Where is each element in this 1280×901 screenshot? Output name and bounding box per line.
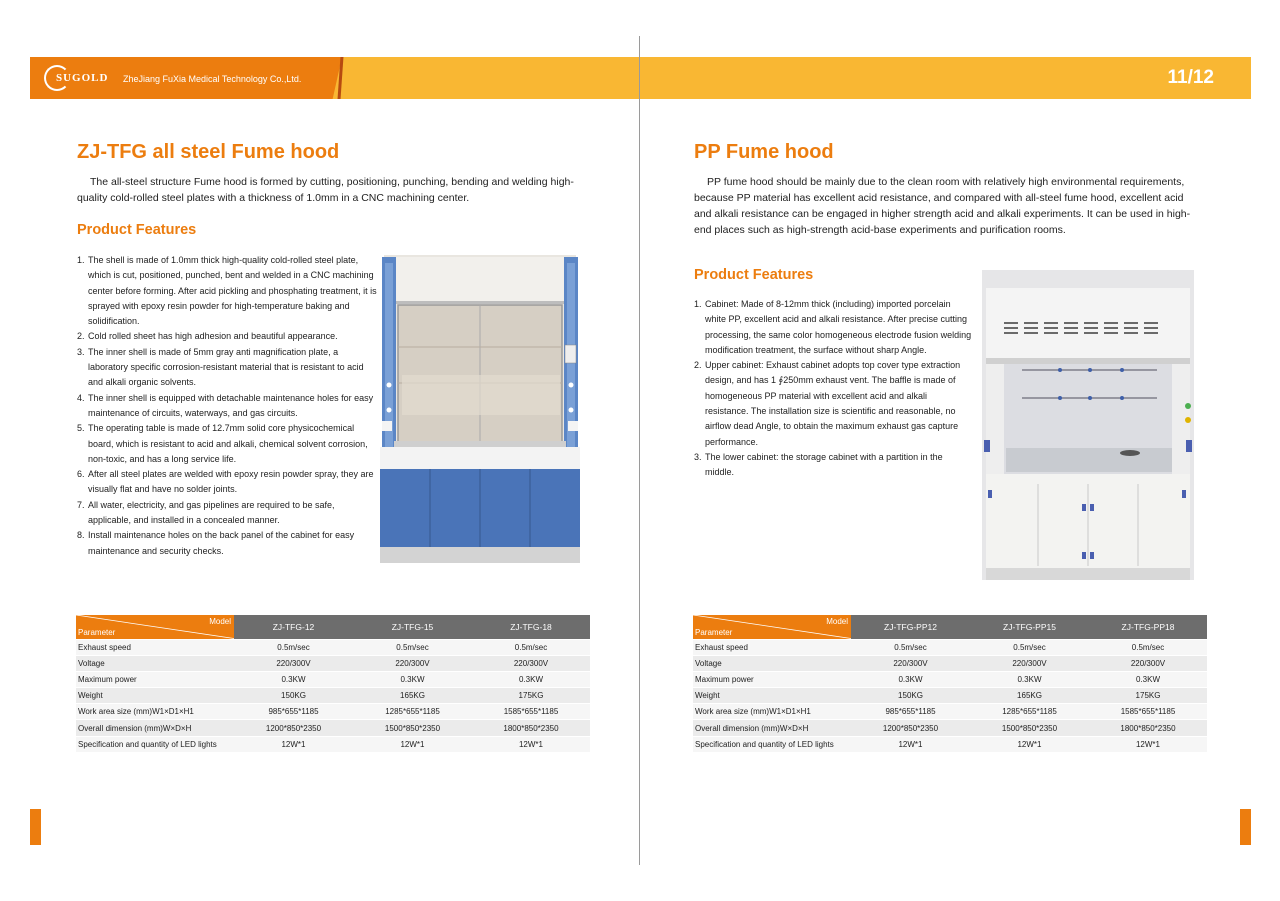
left-edge-marker xyxy=(30,809,41,845)
pp-fume-hood-photo xyxy=(982,270,1194,580)
left-intro: The all-steel structure Fume hood is formed by cutting, positioning, punching, bending and welding high-quality cold-rolled steel plates with a thickness of 1.0mm in a CNC machining center. xyxy=(77,176,574,204)
table-row: Overall dimension (mm)W×D×H 1200*850*2350 1500*850*2350 1800*850*2350 xyxy=(76,720,590,736)
left-page-title: ZJ-TFG all steel Fume hood xyxy=(77,141,340,163)
left-features-list xyxy=(77,253,377,559)
table-row: Exhaust speed 0.5m/sec 0.5m/sec 0.5m/sec xyxy=(76,639,590,655)
table-header-cell: ZJ-TFG-12 xyxy=(234,615,353,639)
logo-text: SUGOLD xyxy=(56,72,109,84)
left-spec-table xyxy=(76,615,590,753)
right-intro: PP fume hood should be mainly due to the clean room with relatively high environmental requirements, because PP material has excellent acid resistance, and compared with all-steel fume hood, excellent acid and alkali resistance can be engaged in higher strength acid and alkali experiments. It can be used in high-end places such as high-strength acid-base experiments and purification rooms. xyxy=(694,176,1191,236)
list-item: 5. The operating table is made of 12.7mm solid core physicochemical board, which is resistant to acid and alkali, chemical solvent corrosion, non-toxic, and has a long service life. xyxy=(77,423,368,464)
page-divider xyxy=(639,36,640,865)
table-header-cell: ZJ-TFG-PP18 xyxy=(1089,615,1207,639)
list-item: 2. Cold rolled sheet has high adhesion and beautiful appearance. xyxy=(77,331,338,342)
right-edge-marker xyxy=(1240,809,1251,845)
page-number: 11/12 xyxy=(1167,67,1214,88)
left-features-heading: Product Features xyxy=(77,222,197,238)
right-spec-table xyxy=(693,615,1207,753)
table-header-cell: ZJ-TFG-PP15 xyxy=(970,615,1089,639)
steel-fume-hood-photo xyxy=(380,255,580,563)
right-page-title: PP Fume hood xyxy=(694,141,834,163)
right-features-list xyxy=(694,297,972,481)
table-header-cell: ZJ-TFG-PP12 xyxy=(851,615,970,639)
table-row: Weight 150KG 165KG 175KG xyxy=(693,688,1207,704)
table-corner-cell: Model Parameter xyxy=(76,615,234,639)
table-row: Voltage 220/300V 220/300V 220/300V xyxy=(76,655,590,671)
table-row: Maximum power 0.3KW 0.3KW 0.3KW xyxy=(693,671,1207,687)
table-row: Work area size (mm)W1×D1×H1 985*655*1185 1285*655*1185 1585*655*1185 xyxy=(76,704,590,720)
table-row: Work area size (mm)W1×D1×H1 985*655*1185 1285*655*1185 1585*655*1185 xyxy=(693,704,1207,720)
right-features-heading: Product Features xyxy=(694,267,814,283)
company-name: ZheJiang FuXia Medical Technology Co.,Ltd. xyxy=(123,74,302,84)
list-item: 2. Upper cabinet: Exhaust cabinet adopts top cover type extraction design, and has 1 ∮250mm exhaust vent. The baffle is made of homogeneous PP material with excellent acid and alkali resistance. The installation size is scientific and reasonable, no airflow dead Angle, to obtain the maximum exhaust gas capture performance. xyxy=(694,360,961,447)
pp-fume-hood-illustration xyxy=(982,270,1194,580)
table-corner-cell: Model Parameter xyxy=(693,615,851,639)
table-row: Exhaust speed 0.5m/sec 0.5m/sec 0.5m/sec xyxy=(693,639,1207,655)
table-header-cell: ZJ-TFG-15 xyxy=(353,615,472,639)
list-item: 6. After all steel plates are welded with epoxy resin powder spray, they are visually flat and have no solder joints. xyxy=(77,469,374,495)
steel-fume-hood-illustration xyxy=(380,255,580,563)
list-item: 3. The lower cabinet: the storage cabinet with a partition in the middle. xyxy=(694,451,943,478)
list-item: 1. Cabinet: Made of 8-12mm thick (including) imported porcelain white PP, excellent acid and alkali resistance. After precise cutting processing, the same color homogeneous electrode fusion welding modification treatment, the surface without sharp Angle. xyxy=(694,299,972,355)
table-row: Overall dimension (mm)W×D×H 1200*850*2350 1500*850*2350 1800*850*2350 xyxy=(693,720,1207,736)
list-item: 1. The shell is made of 1.0mm thick high-quality cold-rolled steel plate, which is cut, positioned, punched, bent and welded in a CNC machining center before forming. After acid pickling and phosphating treatment, it is sprayed with epoxy resin powder for high-temperature baking and solidification. xyxy=(77,255,377,327)
table-row: Specification and quantity of LED lights 12W*1 12W*1 12W*1 xyxy=(76,736,590,752)
table-row: Weight 150KG 165KG 175KG xyxy=(76,688,590,704)
table-row: Specification and quantity of LED lights 12W*1 12W*1 12W*1 xyxy=(693,736,1207,752)
table-row: Voltage 220/300V 220/300V 220/300V xyxy=(693,655,1207,671)
table-header-row xyxy=(693,615,1207,639)
list-item: 4. The inner shell is equipped with detachable maintenance holes for easy maintenance of circuits, waterways, and gas circuits. xyxy=(77,392,374,418)
table-header-row xyxy=(76,615,590,639)
company-logo xyxy=(44,64,108,92)
table-header-cell: ZJ-TFG-18 xyxy=(472,615,590,639)
list-item: 3. The inner shell is made of 5mm gray anti magnification plate, a laboratory specific corrosion-resistant material that is resistant to acid and alkali organic solvents. xyxy=(77,346,364,388)
table-row: Maximum power 0.3KW 0.3KW 0.3KW xyxy=(76,671,590,687)
list-item: 7. All water, electricity, and gas pipelines are required to be safe, applicable, and installed in a concealed manner. xyxy=(77,499,335,526)
list-item: 8. Install maintenance holes on the back panel of the cabinet for easy maintenance and security checks. xyxy=(77,530,355,556)
